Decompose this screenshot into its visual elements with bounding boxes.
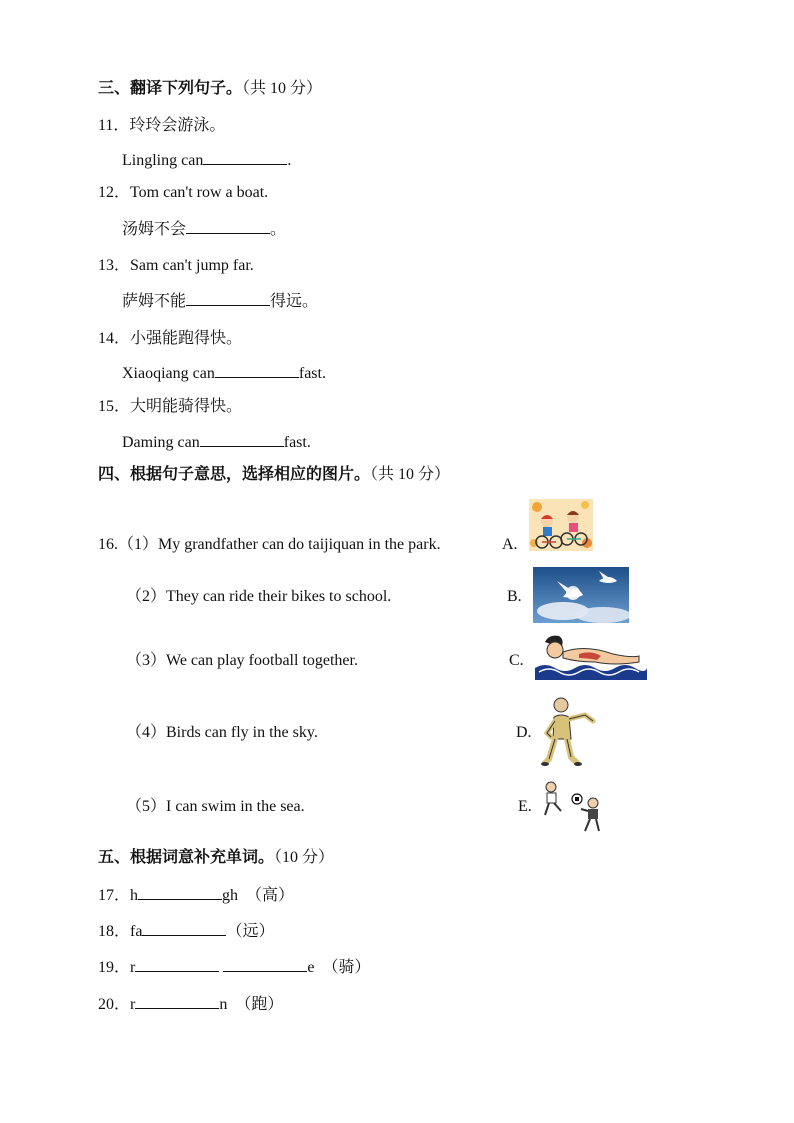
question-12-prompt: 12．Tom can't row a boat.: [98, 184, 269, 201]
question-16-sentence-3: （3）We can play football together.: [126, 652, 358, 669]
question-20: 20．r n （跑）: [98, 996, 284, 1013]
kids-playing-football-image: [541, 779, 607, 835]
doves-in-sky-image: [533, 567, 629, 623]
section-3-heading: 三、翻译下列句子。（共 10 分）: [98, 80, 323, 97]
question-17: 17．h gh （高）: [98, 887, 295, 904]
option-d-label: D.: [516, 724, 532, 741]
kids-riding-bikes-image: [529, 499, 593, 551]
section-5-heading: 五、根据词意补充单词。（10 分）: [98, 849, 335, 866]
option-b-label: B.: [507, 588, 522, 605]
answer-blank[interactable]: [186, 291, 270, 306]
letter-blank[interactable]: [138, 885, 222, 900]
question-16-sentence-2: （2）They can ride their bikes to school.: [126, 588, 392, 605]
section-4-heading: 四、根据句子意思，选择相应的图片。（共 10 分）: [98, 466, 451, 483]
letter-blank[interactable]: [223, 957, 307, 972]
swimmer-image: [535, 632, 647, 680]
option-e-label: E.: [518, 798, 532, 815]
question-13-answer: 萨姆不能 得远。: [122, 293, 319, 310]
question-13-prompt: 13．Sam can't jump far.: [98, 257, 254, 274]
question-18: 18．fa （远）: [98, 923, 275, 940]
taijiquan-man-image: [541, 695, 597, 767]
answer-blank[interactable]: [215, 363, 299, 378]
letter-blank[interactable]: [135, 957, 219, 972]
answer-blank[interactable]: [200, 432, 284, 447]
question-15-answer: Daming can fast.: [122, 434, 311, 451]
answer-blank[interactable]: [186, 219, 270, 234]
question-16-sentence-5: （5）I can swim in the sea.: [126, 798, 305, 815]
question-11-answer: Lingling can .: [122, 152, 292, 169]
letter-blank[interactable]: [142, 921, 226, 936]
option-a-label: A.: [502, 536, 518, 553]
question-16-sentence-4: （4）Birds can fly in the sky.: [126, 724, 318, 741]
question-14-prompt: 14．小强能跑得快。: [98, 330, 243, 347]
option-c-label: C.: [509, 652, 524, 669]
question-16-sentence-1: 16.（1）My grandfather can do taijiquan in the park.: [98, 536, 441, 553]
question-14-answer: Xiaoqiang can fast.: [122, 365, 326, 382]
question-12-answer: 汤姆不会 。: [122, 221, 287, 238]
question-15-prompt: 15．大明能骑得快。: [98, 398, 243, 415]
letter-blank[interactable]: [135, 994, 219, 1009]
question-19: 19．r e （骑）: [98, 959, 371, 976]
answer-blank[interactable]: [203, 150, 287, 165]
question-11-prompt: 11．玲玲会游泳。: [98, 117, 226, 134]
